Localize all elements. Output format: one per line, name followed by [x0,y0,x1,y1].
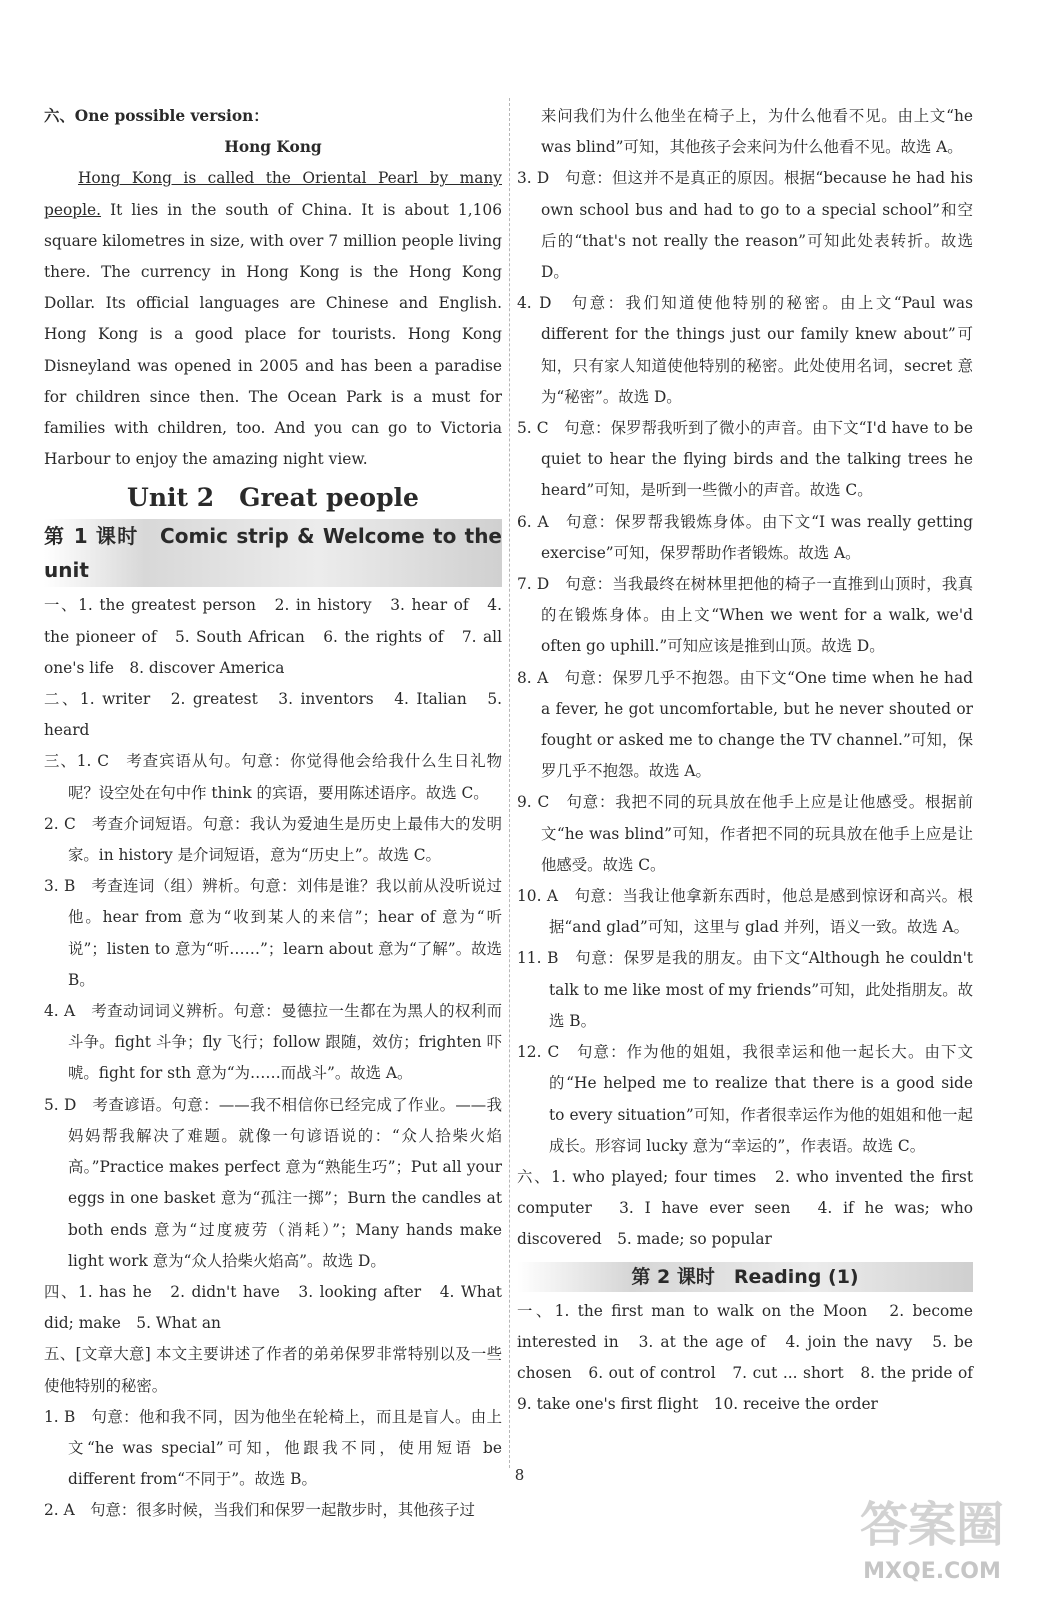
answer-section-1: 一、1. the greatest person 2. in history 3. hear of 4. the pioneer of 5. South African 6. the rights of 7. all one's life 8. discover America [44,596,502,677]
essay-title: Hong Kong [224,138,322,157]
answer-5-12: 12. C 句意：作为他的姐姐，我很幸运和他一起长大。由下文的“He helped me to realize that there is a good side to every situation”可知，作者很幸运作为他的姐姐和他一起成长。形容词 lucky 意为“幸运的”，作表语。故选 C。 [517,1043,973,1155]
answer-5-2: 2. A 句意：很多时候，当我们和保罗一起散步时，其他孩子过 [44,1501,475,1520]
answer-3-3: 3. B 考查连词（组）辨析。句意：刘伟是谁？我以前从没听说过他。hear from 意为“收到某人的来信”；hear of 意为“听说”；listen to 意为“听……”；learn about 意为“了解”。故选 B。 [44,877,502,989]
answer-5-1: 1. B 句意：他和我不同，因为他坐在轮椅上，而且是盲人。由上文“he was special”可知，他跟我不同，使用短语 be different from“不同于”。故选 B。 [44,1407,502,1489]
answer-5-6: 6. A 句意：保罗帮我锻炼身体。由下文“I was really getting exercise”可知，保罗帮助作者锻炼。故选 A。 [517,512,973,562]
answer-5-4: 4. D 句意：我们知道使他特别的秘密。由上文“Paul was different for the things just our family knew about”可知，只有家人知道使他特别的秘密。此处使用名词，secret 意为“秘密”。故选 D。 [517,294,973,406]
answer-5-11: 11. B 句意：保罗是我的朋友。由下文“Although he couldn't talk to me like most of my friends”可知，此处指朋友。故选 B。 [517,949,974,1030]
answer-5-10: 10. A 句意：当我让他拿新东西时，他总是感到惊讶和高兴。根据“and glad”可知，这里与 glad 并列，语义一致。故选 A。 [517,887,973,937]
watermark [842,1482,1022,1590]
answer-5-8: 8. A 句意：保罗几乎不抱怨。由下文“One time when he had a fever, he got uncomfortable, but he never shouted or fought or asked me to change the TV channel.”可知，保罗几乎不抱怨。故选 A。 [517,668,973,781]
answer-5-7: 7. D 句意：当我最终在树林里把他的椅子一直推到山顶时，我真的在锻炼身体。由上文“When we went for a walk, we'd often go uphill.”可知应该是推到山顶。故选 D。 [517,575,973,656]
right-column [517,101,989,1420]
column-divider [509,98,510,1468]
essay-first-sentence: Hong Kong is called the Oriental Pearl by many people. [44,169,502,219]
answer-section-6: 六、1. who played; four times 2. who invented the first computer 3. I have ever seen 4. if he was; who discovered 5. made; so popular [517,1167,973,1249]
answer-3-4: 4. A 考查动词词义辨析。句意：曼德拉一生都在为黑人的权利而斗争。fight 斗争；fly 飞行；follow 跟随，效仿；frighten 吓唬。fight for sth 意为“为……而战斗”。故选 A。 [44,1002,502,1083]
answer-3-1: 三、1. C 考查宾语从句。句意：你觉得他会给我什么生日礼物呢？设空处在句中作 think 的宾语，要用陈述语序。故选 C。 [44,752,502,802]
left-column [44,101,502,1527]
unit-title: Unit 2 Great people [127,483,419,513]
answer-5-2-continued: 来问我们为什么他坐在椅子上，为什么他看不见。由上文“he was blind”可知，其他孩子会来问为什么他看不见。故选 A。 [541,107,973,157]
answer-3-2: 2. C 考查介词短语。句意：我认为爱迪生是历史上最伟大的发明家。in history 是介词短语，意为“历史上”。故选 C。 [44,814,502,865]
answer-section-5-heading: 五、[文章大意] 本文主要讲述了作者的弟弟保罗非常特别以及一些使他特别的秘密。 [44,1345,502,1395]
answer-3-5: 5. D 考查谚语。句意：——我不相信你已经完成了作业。——我妈妈帮我解决了难题。就像一句谚语说的：“众人拾柴火焰高。”Practice makes perfect 意为“熟能生巧”；Put all your eggs in one basket 意为“孤注一掷”；Burn the candles at both ends 意为“过度疲劳（消耗）”；Many hands make light work 意为“众人拾柴火焰高”。故选 D。 [44,1095,502,1270]
watermark-logo: 答案圈 [860,1497,1005,1553]
page-number: 8 [514,1466,525,1484]
watermark-text: MXQE.COM [863,1559,1001,1584]
essay-body [44,163,502,475]
lesson-1-heading: 第 1 课时 Comic strip & Welcome to the unit [44,519,502,587]
essay-rest: It lies in the south of China. It is about 1,106 square kilometres in size, with over 7 million people living there. The currency in Hong Kong is the Hong Kong Dollar. Its official languages are Chinese and English. Hong Kong is a good place for tourists. Hong Kong Disneyland was opened in 2005 and has been a paradise for children since then. The Ocean Park is a must for families with children, too. And you can go to Victoria Harbour to enjoy the amazing night view. [44,200,502,469]
answer-5-3: 3. D 句意：但这并不是真正的原因。根据“because he had his own school bus and had to go to a special school”和空后的“that's not really the reason”可知此处表转折。故选 D。 [517,169,973,282]
lesson-2-answer-section-1: 一、1. the first man to walk on the Moon 2. become interested in 3. at the age of 4. join the navy 5. be chosen 6. out of control 7. cut ... short 8. the pride of 9. take one's first flight 10. receive the order [517,1301,989,1414]
answer-section-4: 四、1. has he 2. didn't have 3. looking after 4. What did; make 5. What an [44,1282,502,1333]
answer-5-9: 9. C 句意：我把不同的玩具放在他手上应是让他感受。根据前文“he was blind”可知，作者把不同的玩具放在他手上应是让他感受。故选 C。 [517,793,973,874]
lesson-2-heading: 第 2 课时 Reading (1) [517,1262,973,1292]
answer-5-5: 5. C 句意：保罗帮我听到了微小的声音。由下文“I'd have to be quiet to hear the flying birds and the talking trees he heard”可知，是听到一些微小的声音。故选 C。 [517,419,973,500]
section-6-heading: 六、One possible version： [44,107,269,125]
answer-section-2: 二、1. writer 2. greatest 3. inventors 4. Italian 5. heard [44,690,502,740]
